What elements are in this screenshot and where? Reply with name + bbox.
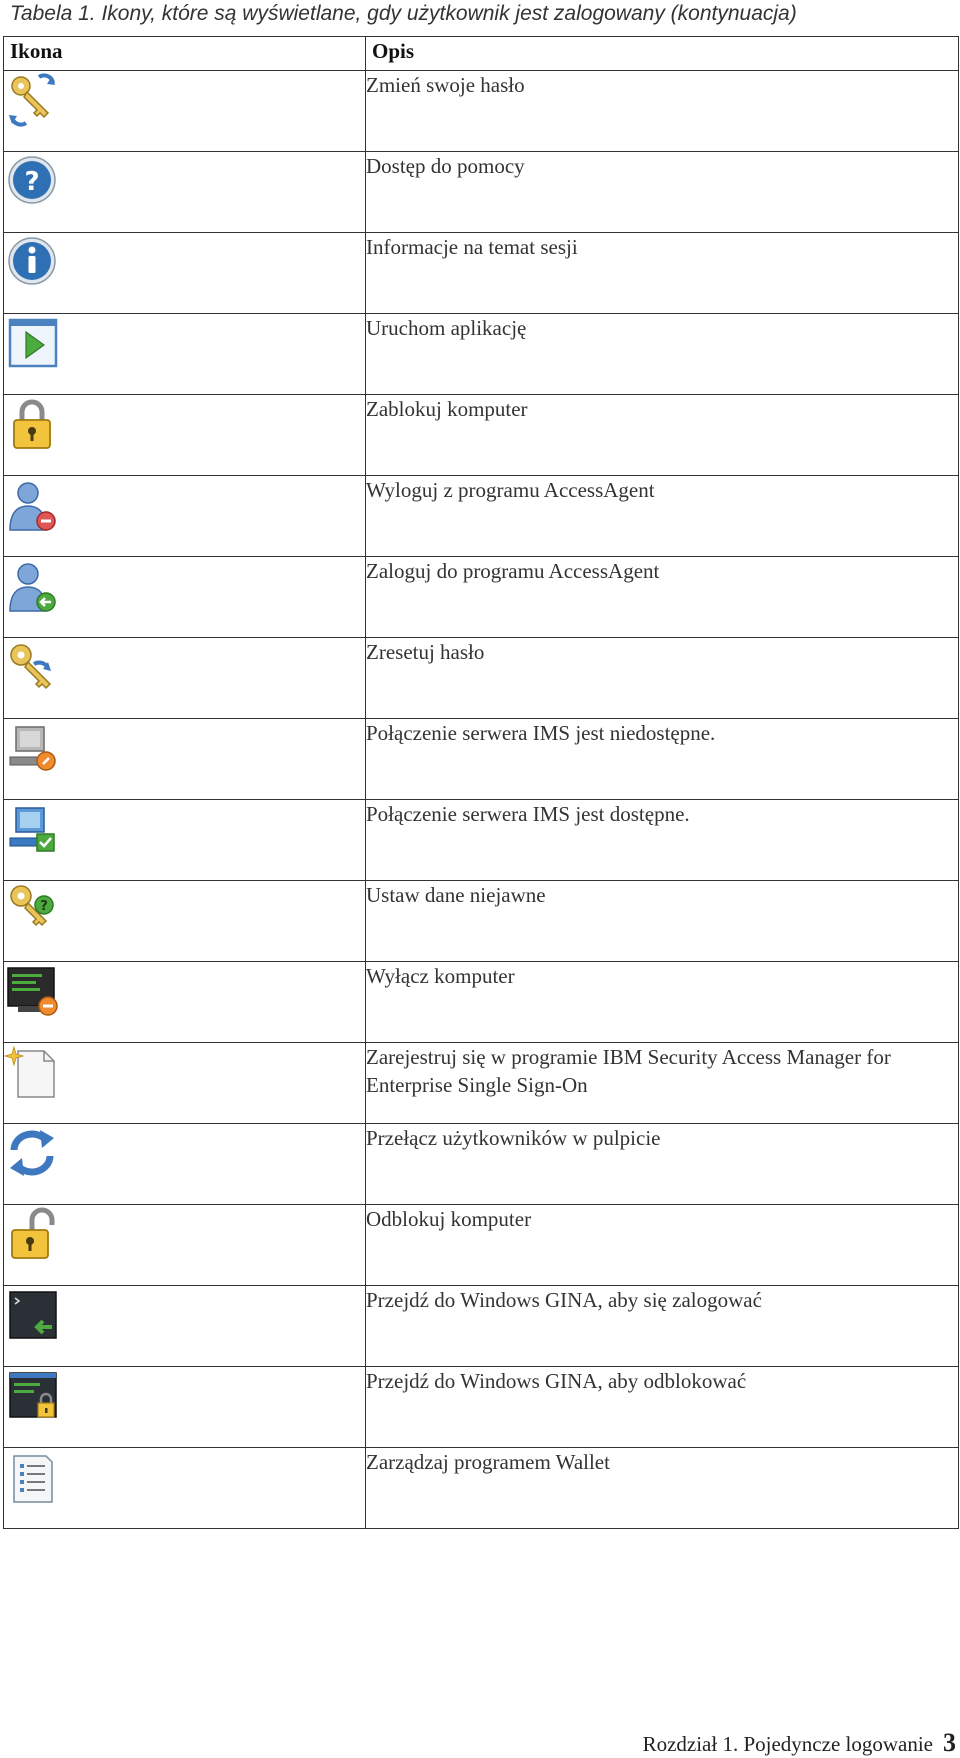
help-icon bbox=[4, 152, 64, 212]
key-question-icon bbox=[4, 881, 64, 941]
icon-cell bbox=[4, 800, 366, 881]
desc-cell: Zmień swoje hasło bbox=[366, 71, 959, 152]
wallet-icon bbox=[4, 1448, 64, 1508]
desc-cell: Zresetuj hasło bbox=[366, 638, 959, 719]
table-row bbox=[4, 1205, 959, 1286]
chapter-title: Rozdział 1. Pojedyncze logowanie bbox=[642, 1732, 933, 1756]
desc-cell: Ustaw dane niejawne bbox=[366, 881, 959, 962]
server-offline-icon bbox=[4, 719, 64, 779]
icon-cell bbox=[4, 1124, 366, 1205]
table-row bbox=[4, 881, 959, 962]
desc-cell: Przejdź do Windows GINA, aby odblokować bbox=[366, 1367, 959, 1448]
desc-cell: Zarejestruj się w programie IBM Security Access Manager for Enterprise Single Sign-On bbox=[366, 1043, 959, 1124]
desc-cell: Dostęp do pomocy bbox=[366, 152, 959, 233]
table-row bbox=[4, 233, 959, 314]
icon-cell bbox=[4, 962, 366, 1043]
table-row bbox=[4, 314, 959, 395]
table-row bbox=[4, 1124, 959, 1205]
table-row bbox=[4, 1043, 959, 1124]
table-row bbox=[4, 1286, 959, 1367]
table-caption: Tabela 1. Ikony, które są wyświetlane, gdy użytkownik jest zalogowany (kontynuacja) bbox=[10, 2, 797, 25]
icon-cell bbox=[4, 71, 366, 152]
page-number: 3 bbox=[943, 1728, 956, 1757]
table-row bbox=[4, 638, 959, 719]
icon-cell bbox=[4, 1286, 366, 1367]
desc-cell: Uruchom aplikację bbox=[366, 314, 959, 395]
desc-cell: Informacje na temat sesji bbox=[366, 233, 959, 314]
info-icon bbox=[4, 233, 64, 293]
desc-cell: Zaloguj do programu AccessAgent bbox=[366, 557, 959, 638]
user-login-icon bbox=[4, 557, 64, 617]
icon-cell bbox=[4, 719, 366, 800]
table-row bbox=[4, 557, 959, 638]
desc-cell: Połączenie serwera IMS jest dostępne. bbox=[366, 800, 959, 881]
svg-text:?: ? bbox=[24, 167, 40, 197]
server-online-icon bbox=[4, 800, 64, 860]
table-header-row bbox=[4, 37, 959, 71]
table-row bbox=[4, 476, 959, 557]
desc-cell: Zarządzaj programem Wallet bbox=[366, 1448, 959, 1529]
icon-cell bbox=[4, 314, 366, 395]
lock-icon bbox=[4, 395, 64, 455]
icon-cell bbox=[4, 1043, 366, 1124]
table-row bbox=[4, 962, 959, 1043]
icon-cell bbox=[4, 1448, 366, 1529]
table-row bbox=[4, 719, 959, 800]
user-logout-icon bbox=[4, 476, 64, 536]
icon-cell bbox=[4, 638, 366, 719]
gina-login-icon bbox=[4, 1286, 64, 1346]
page-footer bbox=[0, 1728, 960, 1758]
table-row bbox=[4, 1448, 959, 1529]
unlock-icon bbox=[4, 1205, 64, 1265]
table-row bbox=[4, 152, 959, 233]
table-row bbox=[4, 395, 959, 476]
icon-cell bbox=[4, 476, 366, 557]
desc-cell: Odblokuj komputer bbox=[366, 1205, 959, 1286]
icon-cell bbox=[4, 881, 366, 962]
table-row bbox=[4, 71, 959, 152]
key-reset-icon bbox=[4, 638, 64, 698]
icon-cell bbox=[4, 395, 366, 476]
svg-text:?: ? bbox=[40, 899, 48, 914]
icon-cell bbox=[4, 1205, 366, 1286]
icons-table bbox=[3, 36, 959, 1529]
table-row bbox=[4, 1367, 959, 1448]
desc-cell: Zablokuj komputer bbox=[366, 395, 959, 476]
header-desc: Opis bbox=[366, 37, 959, 71]
table-row bbox=[4, 800, 959, 881]
icon-cell bbox=[4, 1367, 366, 1448]
keys-arrows-icon bbox=[4, 71, 64, 131]
header-icon: Ikona bbox=[4, 37, 366, 71]
desc-cell: Wyloguj z programu AccessAgent bbox=[366, 476, 959, 557]
desc-cell: Połączenie serwera IMS jest niedostępne. bbox=[366, 719, 959, 800]
new-document-icon bbox=[4, 1043, 64, 1103]
icon-cell bbox=[4, 557, 366, 638]
icon-cell bbox=[4, 152, 366, 233]
desc-cell: Wyłącz komputer bbox=[366, 962, 959, 1043]
shutdown-icon bbox=[4, 962, 64, 1022]
icon-cell bbox=[4, 233, 366, 314]
desc-cell: Przełącz użytkowników w pulpicie bbox=[366, 1124, 959, 1205]
desc-cell: Przejdź do Windows GINA, aby się zalogować bbox=[366, 1286, 959, 1367]
gina-unlock-icon bbox=[4, 1367, 64, 1427]
switch-users-icon bbox=[4, 1124, 64, 1184]
run-app-icon bbox=[4, 314, 64, 374]
